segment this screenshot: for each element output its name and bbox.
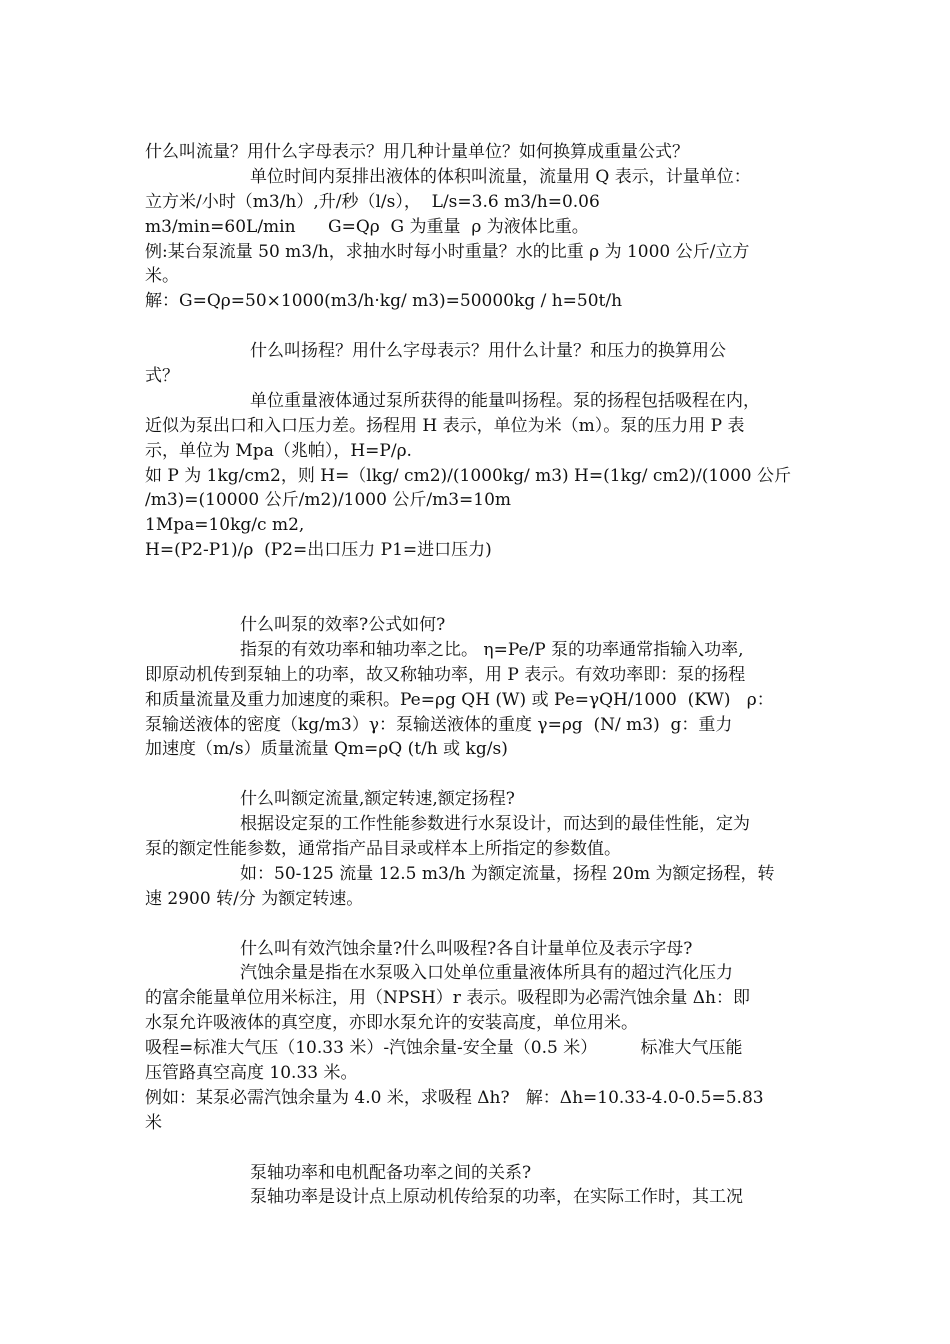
text-line: 即原动机传到泵轴上的功率，故又称轴功率，用 P 表示。有效功率即：泵的扬程 xyxy=(145,664,746,685)
text-line: 的富余能量单位用米标注，用（NPSH）r 表示。吸程即为必需汽蚀余量 Δh：即 xyxy=(145,988,750,1009)
text-line: 解：G=Qρ=50×1000(m3/h·kg/ m3)=50000kg / h=50t/h xyxy=(145,291,623,312)
section-efficiency xyxy=(145,613,810,762)
paragraph-gap xyxy=(145,314,810,339)
text-line: 泵的额定性能参数，通常指产品目录或样本上所指定的参数值。 xyxy=(145,838,621,859)
text-line: 米 xyxy=(145,1112,162,1133)
section-heading: 什么叫有效汽蚀余量?什么叫吸程?各自计量单位及表示字母? xyxy=(240,938,693,959)
text-line: 如：50-125 流量 12.5 m3/h 为额定流量，扬程 20m 为额定扬程，转 xyxy=(240,863,775,884)
section-heading: 什么叫流量？用什么字母表示？用几种计量单位？如何换算成重量公式？ xyxy=(145,142,689,162)
text-line: 和质量流量及重力加速度的乘积。Pe=ρg QH (W) 或 Pe=γQH/1000 (KW) ρ： xyxy=(145,689,774,710)
text-line: 例如：某泵必需汽蚀余量为 4.0 米，求吸程 Δh? 解：Δh=10.33-4.0-0.5=5.83 xyxy=(145,1087,764,1108)
text-line: 近似为泵出口和入口压力差。扬程用 H 表示，单位为米（m）。泵的压力用 P 表 xyxy=(145,415,745,436)
paragraph-gap xyxy=(145,912,810,937)
section-npsh xyxy=(145,937,810,1136)
text-line: 单位时间内泵排出液体的体积叫流量，流量用 Q 表示，计量单位： xyxy=(250,166,751,187)
text-line: H=(P2-P1)/ρ (P2=出口压力 P1=进口压力) xyxy=(145,540,492,561)
paragraph-gap xyxy=(145,762,810,787)
document-page xyxy=(145,140,810,1210)
section-heading: 什么叫扬程？用什么字母表示？用什么计量？和压力的换算用公 xyxy=(250,341,726,362)
text-line: 速 2900 转/分 为额定转速。 xyxy=(145,888,364,909)
section-flow xyxy=(145,140,810,314)
text-line: 指泵的有效功率和轴功率之比。 η=Pe/P 泵的功率通常指输入功率, xyxy=(240,639,744,660)
paragraph-gap xyxy=(145,1136,810,1161)
section-heading: 什么叫泵的效率?公式如何? xyxy=(240,614,446,635)
section-heading: 什么叫额定流量,额定转速,额定扬程? xyxy=(240,789,515,810)
text-line: 水泵允许吸液体的真空度，亦即水泵允许的安装高度，单位用米。 xyxy=(145,1013,638,1034)
text-line: 泵轴功率是设计点上原动机传给泵的功率，在实际工作时，其工况 xyxy=(250,1187,743,1208)
section-heading: 式？ xyxy=(145,366,179,387)
section-shaft-power xyxy=(145,1161,810,1211)
text-line: m3/min=60L/min G=Qρ G 为重量 ρ 为液体比重。 xyxy=(145,216,589,237)
text-line: 米。 xyxy=(145,266,179,287)
text-line: 压管路真空高度 10.33 米。 xyxy=(145,1062,358,1083)
text-line: 单位重量液体通过泵所获得的能量叫扬程。泵的扬程包括吸程在内， xyxy=(250,390,760,411)
text-line: 立方米/小时（m3/h）,升/秒（l/s）， L/s=3.6 m3/h=0.06 xyxy=(145,191,600,212)
text-line: 吸程=标准大气压（10.33 米）-汽蚀余量-安全量（0.5 米） 标准大气压能 xyxy=(145,1038,743,1059)
section-rated xyxy=(145,787,810,911)
text-line: 例:某台泵流量 50 m3/h，求抽水时每小时重量？水的比重 ρ 为 1000 公斤/立方 xyxy=(145,241,750,262)
text-line: 加速度（m/s）质量流量 Qm=ρQ (t/h 或 kg/s) xyxy=(145,739,508,760)
section-head xyxy=(145,339,810,563)
text-line: 根据设定泵的工作性能参数进行水泵设计，而达到的最佳性能，定为 xyxy=(240,814,750,835)
paragraph-gap xyxy=(145,563,810,613)
text-line: /m3)=(10000 公斤/m2)/1000 公斤/m3=10m xyxy=(145,490,512,511)
section-heading: 泵轴功率和电机配备功率之间的关系? xyxy=(250,1162,532,1183)
text-line: 汽蚀余量是指在水泵吸入口处单位重量液体所具有的超过汽化压力 xyxy=(240,963,733,984)
text-line: 如 P 为 1kg/cm2，则 H=（lkg/ cm2)/(1000kg/ m3) H=(1kg/ cm2)/(1000 公斤 xyxy=(145,465,792,486)
text-line: 泵输送液体的密度（kg/m3）γ：泵输送液体的重度 γ=ρg (N/ m3) g：重力 xyxy=(145,714,733,735)
text-line: 示，单位为 Mpa（兆帕），H=P/ρ. xyxy=(145,440,412,461)
text-line: 1Mpa=10kg/c m2, xyxy=(145,515,305,536)
